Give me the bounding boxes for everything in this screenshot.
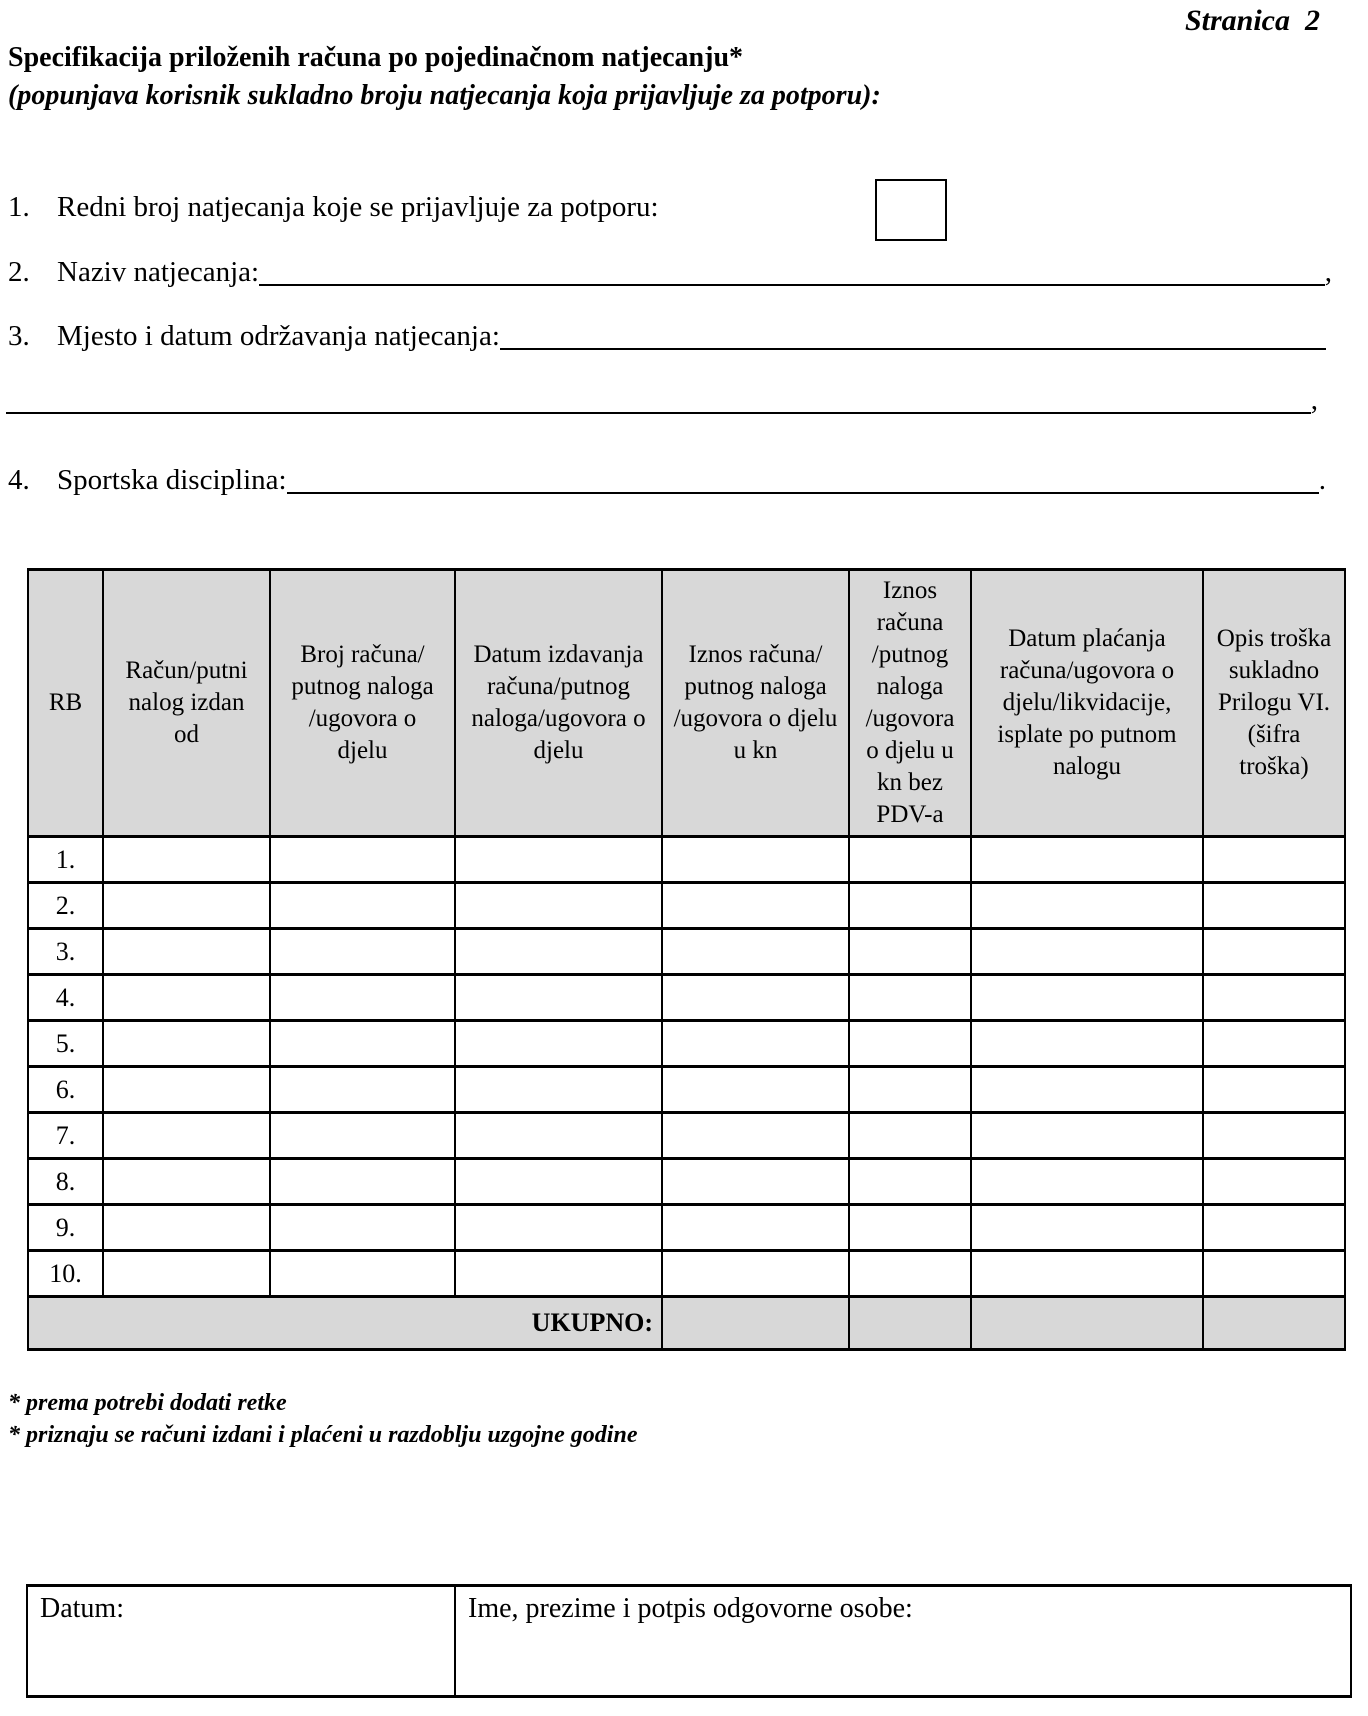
table-cell-empty[interactable] xyxy=(103,1205,270,1251)
table-cell-empty[interactable] xyxy=(270,975,455,1021)
table-cell-empty[interactable] xyxy=(270,1021,455,1067)
footnotes xyxy=(8,1388,637,1451)
table-cell-empty[interactable] xyxy=(270,1159,455,1205)
table-cell-empty[interactable] xyxy=(103,929,270,975)
total-cell-empty[interactable] xyxy=(971,1297,1203,1350)
table-cell-empty[interactable] xyxy=(455,1113,662,1159)
col-header-opis-troska: Opis troška sukladno Prilogu VI. (šifra troška) xyxy=(1203,570,1345,837)
date-cell[interactable] xyxy=(27,1586,455,1697)
table-cell-empty[interactable] xyxy=(270,1205,455,1251)
row-number: 10. xyxy=(28,1251,103,1297)
col-header-iznos-kn: Iznos računa/ putnog naloga /ugovora o djelu u kn xyxy=(662,570,849,837)
table-cell-empty[interactable] xyxy=(455,1251,662,1297)
row-number: 5. xyxy=(28,1021,103,1067)
table-cell-empty[interactable] xyxy=(849,1113,971,1159)
item-label: Sportska disciplina: xyxy=(57,464,287,496)
table-header-row xyxy=(28,570,1345,837)
table-cell-empty[interactable] xyxy=(270,1251,455,1297)
item-number: 1. xyxy=(8,191,30,223)
name-signature-label: Ime, prezime i potpis odgovorne osobe: xyxy=(468,1593,913,1624)
line-suffix: . xyxy=(1318,464,1326,496)
table-cell-empty[interactable] xyxy=(971,1067,1203,1113)
table-cell-empty[interactable] xyxy=(662,1251,849,1297)
col-header-racun-izdan-od: Račun/putni nalog izdan od xyxy=(103,570,270,837)
table-row xyxy=(28,1251,1345,1297)
col-header-datum-placanja: Datum plaćanja računa/ugovora o djelu/likvidacije, isplate po putnom nalogu xyxy=(971,570,1203,837)
table-row xyxy=(28,1067,1345,1113)
table-cell-empty[interactable] xyxy=(103,1067,270,1113)
table-cell-empty[interactable] xyxy=(103,837,270,883)
table-cell-empty[interactable] xyxy=(662,929,849,975)
table-cell-empty[interactable] xyxy=(103,1251,270,1297)
table-cell-empty[interactable] xyxy=(1203,1113,1345,1159)
row-number: 6. xyxy=(28,1067,103,1113)
table-cell-empty[interactable] xyxy=(455,1205,662,1251)
table-cell-empty[interactable] xyxy=(103,1113,270,1159)
naziv-natjecanja-fill-line[interactable] xyxy=(259,284,1325,286)
table-cell-empty[interactable] xyxy=(270,883,455,929)
table-cell-empty[interactable] xyxy=(849,1159,971,1205)
date-label: Datum: xyxy=(40,1593,124,1624)
table-cell-empty[interactable] xyxy=(662,1113,849,1159)
footnote-line: * prema potrebi dodati retke xyxy=(8,1390,287,1416)
table-cell-empty[interactable] xyxy=(849,837,971,883)
table-cell-empty[interactable] xyxy=(662,1159,849,1205)
table-cell-empty[interactable] xyxy=(971,1159,1203,1205)
total-cell-empty[interactable] xyxy=(662,1297,849,1350)
table-cell-empty[interactable] xyxy=(270,1113,455,1159)
table-cell-empty[interactable] xyxy=(849,1021,971,1067)
redni-broj-input-box[interactable] xyxy=(875,179,947,241)
table-cell-empty[interactable] xyxy=(270,929,455,975)
row-number: 2. xyxy=(28,883,103,929)
continuation-line-row xyxy=(6,384,1318,417)
table-row xyxy=(28,975,1345,1021)
total-cell-empty[interactable] xyxy=(1203,1297,1345,1350)
list-item-mjesto-datum xyxy=(8,320,1326,353)
table-row xyxy=(28,1159,1345,1205)
page-number-label: Stranica 2 xyxy=(1184,4,1320,37)
row-number: 4. xyxy=(28,975,103,1021)
table-cell-empty[interactable] xyxy=(103,1021,270,1067)
table-cell-empty[interactable] xyxy=(1203,1021,1345,1067)
table-cell-empty[interactable] xyxy=(849,883,971,929)
table-cell-empty[interactable] xyxy=(455,1067,662,1113)
table-cell-empty[interactable] xyxy=(849,1067,971,1113)
table-cell-empty[interactable] xyxy=(103,975,270,1021)
col-header-iznos-bez-pdv: Iznos računa /putnog naloga /ugovora o djelu u kn bez PDV-a xyxy=(849,570,971,837)
table-cell-empty[interactable] xyxy=(1203,837,1345,883)
row-number: 7. xyxy=(28,1113,103,1159)
table-cell-empty[interactable] xyxy=(455,1159,662,1205)
table-cell-empty[interactable] xyxy=(849,975,971,1021)
table-cell-empty[interactable] xyxy=(1203,1159,1345,1205)
table-cell-empty[interactable] xyxy=(455,929,662,975)
table-cell-empty[interactable] xyxy=(971,837,1203,883)
footnote-line: * priznaju se računi izdani i plaćeni u razdoblju uzgojne godine xyxy=(8,1421,638,1448)
table-cell-empty[interactable] xyxy=(103,1159,270,1205)
item-label: Mjesto i datum održavanja natjecanja: xyxy=(57,320,500,352)
line-suffix: , xyxy=(1324,256,1332,288)
item-number: 4. xyxy=(8,464,30,496)
col-header-datum-izdavanja: Datum izdavanja računa/putnog naloga/ugovora o djelu xyxy=(455,570,662,837)
table-row xyxy=(28,1113,1345,1159)
table-cell-empty[interactable] xyxy=(103,883,270,929)
row-number: 1. xyxy=(28,837,103,883)
page-subtitle: (popunjava korisnik sukladno broju natjecanja koja prijavljuje za potporu): xyxy=(8,80,881,111)
table-row xyxy=(28,883,1345,929)
item-label: Naziv natjecanja: xyxy=(57,256,260,288)
signature-row xyxy=(27,1586,1351,1697)
list-item-sportska-disciplina xyxy=(8,464,1326,497)
table-cell-empty[interactable] xyxy=(849,1205,971,1251)
table-cell-empty[interactable] xyxy=(455,837,662,883)
continuation-fill-line[interactable] xyxy=(6,412,1311,414)
total-row xyxy=(28,1297,1345,1350)
row-number: 9. xyxy=(28,1205,103,1251)
row-number: 8. xyxy=(28,1159,103,1205)
table-row xyxy=(28,1205,1345,1251)
table-cell-empty[interactable] xyxy=(1203,1205,1345,1251)
table-cell-empty[interactable] xyxy=(455,1021,662,1067)
table-cell-empty[interactable] xyxy=(849,1251,971,1297)
page-title: Specifikacija priloženih računa po pojedinačnom natjecanju* xyxy=(8,42,744,73)
table-cell-empty[interactable] xyxy=(662,975,849,1021)
table-cell-empty[interactable] xyxy=(1203,883,1345,929)
item-label: Redni broj natjecanja koje se prijavljuje za potporu: xyxy=(57,191,659,223)
item-number: 3. xyxy=(8,320,30,352)
table-cell-empty[interactable] xyxy=(455,883,662,929)
table-cell-empty[interactable] xyxy=(849,929,971,975)
table-cell-empty[interactable] xyxy=(971,1021,1203,1067)
table-cell-empty[interactable] xyxy=(662,883,849,929)
mjesto-datum-fill-line[interactable] xyxy=(500,348,1326,350)
col-header-broj-racuna: Broj računa/ putnog naloga /ugovora o djelu xyxy=(270,570,455,837)
table-cell-empty[interactable] xyxy=(971,1251,1203,1297)
table-cell-empty[interactable] xyxy=(662,1205,849,1251)
list-item-redni-broj xyxy=(8,191,768,224)
table-cell-empty[interactable] xyxy=(1203,975,1345,1021)
table-cell-empty[interactable] xyxy=(662,837,849,883)
table-cell-empty[interactable] xyxy=(971,929,1203,975)
table-cell-empty[interactable] xyxy=(1203,929,1345,975)
sportska-disciplina-fill-line[interactable] xyxy=(287,492,1319,494)
table-cell-empty[interactable] xyxy=(455,975,662,1021)
row-number: 3. xyxy=(28,929,103,975)
col-header-rb: RB xyxy=(28,570,103,837)
table-row xyxy=(28,929,1345,975)
item-number: 2. xyxy=(8,256,30,288)
table-row xyxy=(28,837,1345,883)
table-cell-empty[interactable] xyxy=(662,1021,849,1067)
signature-table xyxy=(26,1584,1352,1698)
table-cell-empty[interactable] xyxy=(1203,1251,1345,1297)
ukupno-label: UKUPNO: xyxy=(28,1297,662,1350)
table-cell-empty[interactable] xyxy=(662,1067,849,1113)
total-cell-empty[interactable] xyxy=(849,1297,971,1350)
table-cell-empty[interactable] xyxy=(1203,1067,1345,1113)
invoices-specification-table xyxy=(27,568,1346,1351)
line-suffix: , xyxy=(1310,384,1318,416)
name-signature-cell[interactable] xyxy=(455,1586,1351,1697)
table-cell-empty[interactable] xyxy=(270,837,455,883)
table-cell-empty[interactable] xyxy=(270,1067,455,1113)
table-cell-empty[interactable] xyxy=(971,1113,1203,1159)
table-cell-empty[interactable] xyxy=(971,975,1203,1021)
table-cell-empty[interactable] xyxy=(971,1205,1203,1251)
list-item-naziv-natjecanja xyxy=(8,256,1332,289)
table-cell-empty[interactable] xyxy=(971,883,1203,929)
table-row xyxy=(28,1021,1345,1067)
